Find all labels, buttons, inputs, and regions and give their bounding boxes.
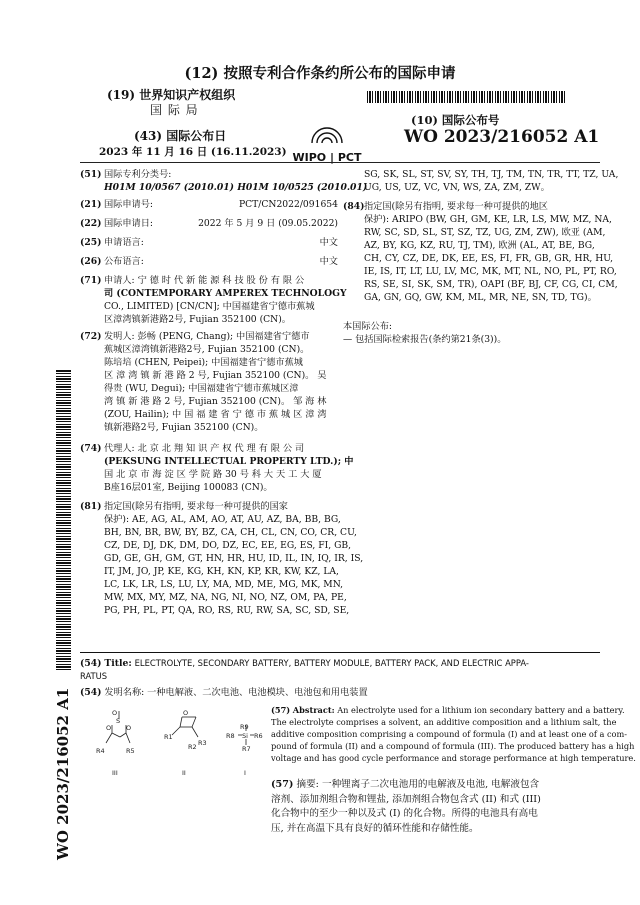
atom-label: O <box>183 709 189 717</box>
atom-label: R3 <box>198 739 207 747</box>
field-84-line: IE, IS, IT, LT, LU, LV, MC, MK, MT, NL, NO, PL, PT, RO, <box>364 266 617 277</box>
field-51-num: (51) <box>80 169 102 180</box>
abstract-en-line: additive composition comprising a compound of formula (I) and at least one of a com- <box>271 729 628 739</box>
field-72-inventors <box>80 330 338 442</box>
field-22 <box>80 217 338 236</box>
field-26 <box>80 255 338 274</box>
atom-label: Si <box>242 732 248 740</box>
atom-label: O <box>112 709 118 717</box>
field-84-line: AZ, BY, KG, KZ, RU, TJ, TM), 欧洲 (AL, AT, BE, BG, <box>364 240 595 251</box>
pub-date-label: (43) 国际公布日 <box>134 129 227 143</box>
field-74-agent <box>80 442 354 500</box>
header-divider <box>80 162 600 163</box>
org-name: (19) 世界知识产权组织 <box>107 88 236 102</box>
title-en-text: ELECTROLYTE, SECONDARY BATTERY, BATTERY MODULE, BATTERY PACK, AND ELECTRIC APPA- <box>134 658 529 668</box>
atom-label: R1 <box>164 733 173 741</box>
title-section <box>80 657 600 699</box>
field-25-value: 中文 <box>319 237 338 248</box>
field-84-line: RW, SC, SD, SL, ST, SZ, TZ, UG, ZM, ZW), 欧亚 (AM, <box>364 227 606 238</box>
field-84-line: RS, SE, SI, SK, SM, TR), OAPI (BF, BJ, CF, CG, CI, CM, <box>364 279 618 290</box>
field-84-regional <box>343 200 618 308</box>
field-25-label: 申请语言: <box>104 237 144 248</box>
continued-line: SG, SK, SL, ST, SV, SY, TH, TJ, TM, TN, TR, TT, TZ, UA, <box>364 169 619 180</box>
abstract-cn <box>271 778 601 836</box>
field-84-text <box>364 200 618 304</box>
atom-label: R6 <box>254 732 263 740</box>
atom-label: R2 <box>188 743 197 751</box>
field-74-num: (74) <box>80 443 102 454</box>
field-81-designated-states <box>80 500 364 620</box>
title-cn-text: 发明名称: 一种电解液、二次电池、电池模块、电池包和用电装置 <box>104 687 368 698</box>
wipo-logo-text: WIPO | PCT <box>292 151 362 164</box>
field-72-line: 发明人: 彭畅 (PENG, Chang); 中国福建省宁德市 <box>104 331 310 342</box>
field-21-num: (21) <box>80 199 102 210</box>
field-51 <box>80 168 368 194</box>
title-en-label: Title: <box>104 658 132 669</box>
field-71-text <box>104 274 347 326</box>
field-72-line: (ZOU, Hailin); 中 国 福 建 省 宁 德 市 蕉 城 区 漳 湾 <box>104 409 327 420</box>
field-81-line: LC, LK, LR, LS, LU, LY, MA, MD, ME, MG, MK, MN, <box>104 579 344 590</box>
field-71-applicant <box>80 274 347 330</box>
abstract-cn-line: 摘要: 一种锂离子二次电池用的电解液及电池, 电解液包含 <box>296 779 540 790</box>
title-divider <box>80 652 600 653</box>
side-publication-number: WO 2023/216052 A1 <box>54 687 72 860</box>
atom-label: O <box>126 724 132 732</box>
field-21 <box>80 198 338 217</box>
field-71-line: 申请人: 宁 德 时 代 新 能 源 科 技 股 份 有 限 公 <box>104 275 305 286</box>
barcode-top <box>367 91 567 103</box>
pub-number-value: WO 2023/216052 A1 <box>404 127 600 147</box>
abstract-cn-num: (57) <box>271 779 294 790</box>
atom-label: O <box>106 724 112 732</box>
field-81-line: BH, BN, BR, BW, BY, BZ, CA, CH, CL, CN, CO, CR, CU, <box>104 527 357 538</box>
field-72-line: 镇新港路2号, Fujian 352100 (CN)。 <box>104 422 264 433</box>
title-en-num: (54) <box>80 658 102 669</box>
field-81-line: PG, PH, PL, PT, QA, RO, RS, RU, RW, SA, SC, SD, SE, <box>104 605 350 616</box>
field-72-line: 湾 镇 新 港 路 2 号, Fujian 352100 (CN)。 邹 海 林 <box>104 396 327 407</box>
continued-line: UG, US, UZ, VC, VN, WS, ZA, ZM, ZW。 <box>364 182 550 193</box>
field-72-num: (72) <box>80 331 102 342</box>
field-71-num: (71) <box>80 275 102 286</box>
published-item: — 包括国际检索报告(条约第21条(3))。 <box>343 334 507 345</box>
field-22-num: (22) <box>80 218 102 229</box>
abstract-en-label: Abstract: <box>292 705 335 715</box>
field-22-value: 2022 年 5 月 9 日 (09.05.2022) <box>198 218 338 229</box>
abstract-en <box>271 704 636 764</box>
field-26-label: 公布语言: <box>104 256 144 267</box>
field-84-line: CH, CY, CZ, DE, DK, EE, ES, FI, FR, GB, GR, HR, HU, <box>364 253 614 264</box>
field-81-line: MW, MX, MY, MZ, NA, NG, NI, NO, NZ, OM, PA, PE, <box>104 592 347 603</box>
field-71-line: 区漳湾镇新港路2号, Fujian 352100 (CN)。 <box>104 314 291 325</box>
field-71-line: CO., LIMITED) [CN/CN]; 中国福建省宁德市蕉城 <box>104 301 315 312</box>
field-84-num: (84) <box>343 201 365 212</box>
field-81-line: 指定国(除另有指明, 要求每一种可提供的国家 <box>104 501 288 512</box>
field-81-text <box>104 500 363 617</box>
field-74-text <box>104 442 354 494</box>
title-en-text-cont: RATUS <box>80 671 108 681</box>
field-72-text <box>104 330 327 434</box>
atom-label: R4 <box>96 747 105 755</box>
wipo-pct-logo <box>282 121 372 167</box>
field-81-line: CZ, DE, DJ, DK, DM, DO, DZ, EC, EE, EG, ES, FI, GB, <box>104 540 352 551</box>
field-72-line: 区 漳 湾 镇 新 港 路 2 号, Fujian 352100 (CN)。 吴 <box>104 370 327 381</box>
formula-label-III: III <box>112 769 118 777</box>
atom-label: R7 <box>242 745 251 753</box>
field-26-value: 中文 <box>319 256 338 267</box>
org-bureau: 国 际 局 <box>150 103 199 117</box>
field-74-line: 代理人: 北 京 北 翔 知 识 产 权 代 理 有 限 公 司 <box>104 443 305 454</box>
field-25-num: (25) <box>80 237 102 248</box>
field-81-continued <box>343 168 619 194</box>
field-71-line: 司 (CONTEMPORARY AMPEREX TECHNOLOGY <box>104 288 347 299</box>
field-74-line: 国 北 京 市 海 淀 区 学 院 路 30 号 科 大 天 工 大 厦 <box>104 469 322 480</box>
atom-label: S <box>116 717 121 725</box>
field-81-line: IT, JM, JO, JP, KE, KG, KH, KN, KP, KR, KW, KZ, LA, <box>104 566 339 577</box>
field-21-value: PCT/CN2022/091654 <box>238 199 338 210</box>
published-label: 本国际公布: <box>343 321 393 332</box>
field-84-line: GA, GN, GQ, GW, KM, ML, MR, NE, SN, TD, TG)。 <box>364 292 597 303</box>
barcode-side <box>56 370 71 670</box>
field-26-num: (26) <box>80 256 102 267</box>
chemical-structures-figure <box>82 703 270 781</box>
right-column <box>343 168 619 346</box>
field-21-label: 国际申请号: <box>104 199 154 210</box>
field-72-line: 得贵 (WU, Degui); 中国福建省宁德市蕉城区漳 <box>104 383 299 394</box>
abstract-en-line: An electrolyte used for a lithium ion secondary battery and a battery. <box>337 705 625 715</box>
field-81-line: 保护): AE, AG, AL, AM, AO, AT, AU, AZ, BA, BB, BG, <box>104 514 341 525</box>
document-title: (12) 按照专利合作条约所公布的国际申请 <box>184 65 456 82</box>
field-51-value: H01M 10/0567 (2010.01) H01M 10/0525 (2010.01) <box>104 182 368 193</box>
atom-label: R9 <box>240 723 249 731</box>
field-72-line: 陈培培 (CHEN, Peipei); 中国福建省宁德市蕉城 <box>104 357 303 368</box>
field-81-line: GD, GE, GH, GM, GT, HN, HR, HU, ID, IL, IN, IQ, IR, IS, <box>104 553 364 564</box>
field-25 <box>80 236 338 255</box>
abstract-en-line: voltage and has good cycle performance and storage performance at high temperature. <box>271 753 636 763</box>
abstract-en-line: The electrolyte comprises a solvent, an additive composition and a lithium salt, the <box>271 717 617 727</box>
field-81-num: (81) <box>80 501 102 512</box>
formula-label-I: I <box>244 769 246 777</box>
field-22-label: 国际申请日: <box>104 218 154 229</box>
field-74-line: (PEKSUNG INTELLECTUAL PROPERTY LTD.); 中 <box>104 456 354 467</box>
atom-label: R8 <box>226 732 235 740</box>
abstract-en-line: pound of formula (II) and a compound of formula (III). The produced battery has a high <box>271 741 635 751</box>
field-84-line: 保护): ARIPO (BW, GH, GM, KE, LR, LS, MW, MZ, NA, <box>364 214 612 225</box>
abstract-en-num: (57) <box>271 705 291 715</box>
formula-label-II: II <box>182 769 186 777</box>
atom-label: R5 <box>126 747 135 755</box>
field-84-line: 指定国(除另有指明, 要求每一种可提供的地区 <box>364 201 548 212</box>
field-72-line: 蕉城区漳湾镇新港路2号, Fujian 352100 (CN)。 <box>104 344 310 355</box>
abstract-cn-line: 化合物中的至少一种以及式 (I) 的化合物。所得的电池具有高电 <box>271 808 538 819</box>
abstract-cn-line: 压, 并在高温下具有良好的循环性能和存储性能。 <box>271 822 479 834</box>
field-51-label: 国际专利分类号: <box>104 169 172 180</box>
pub-number-label: (10) 国际公布号 <box>411 113 500 127</box>
abstract-cn-line: 溶剂、添加剂组合物和锂盐, 添加剂组合物包含式 (II) 和式 (III) <box>271 793 541 805</box>
field-74-line: B座16层01室, Beijing 100083 (CN)。 <box>104 482 273 493</box>
pub-date-value: 2023 年 11 月 16 日 (16.11.2023) <box>99 146 287 158</box>
title-cn-num: (54) <box>80 687 102 698</box>
